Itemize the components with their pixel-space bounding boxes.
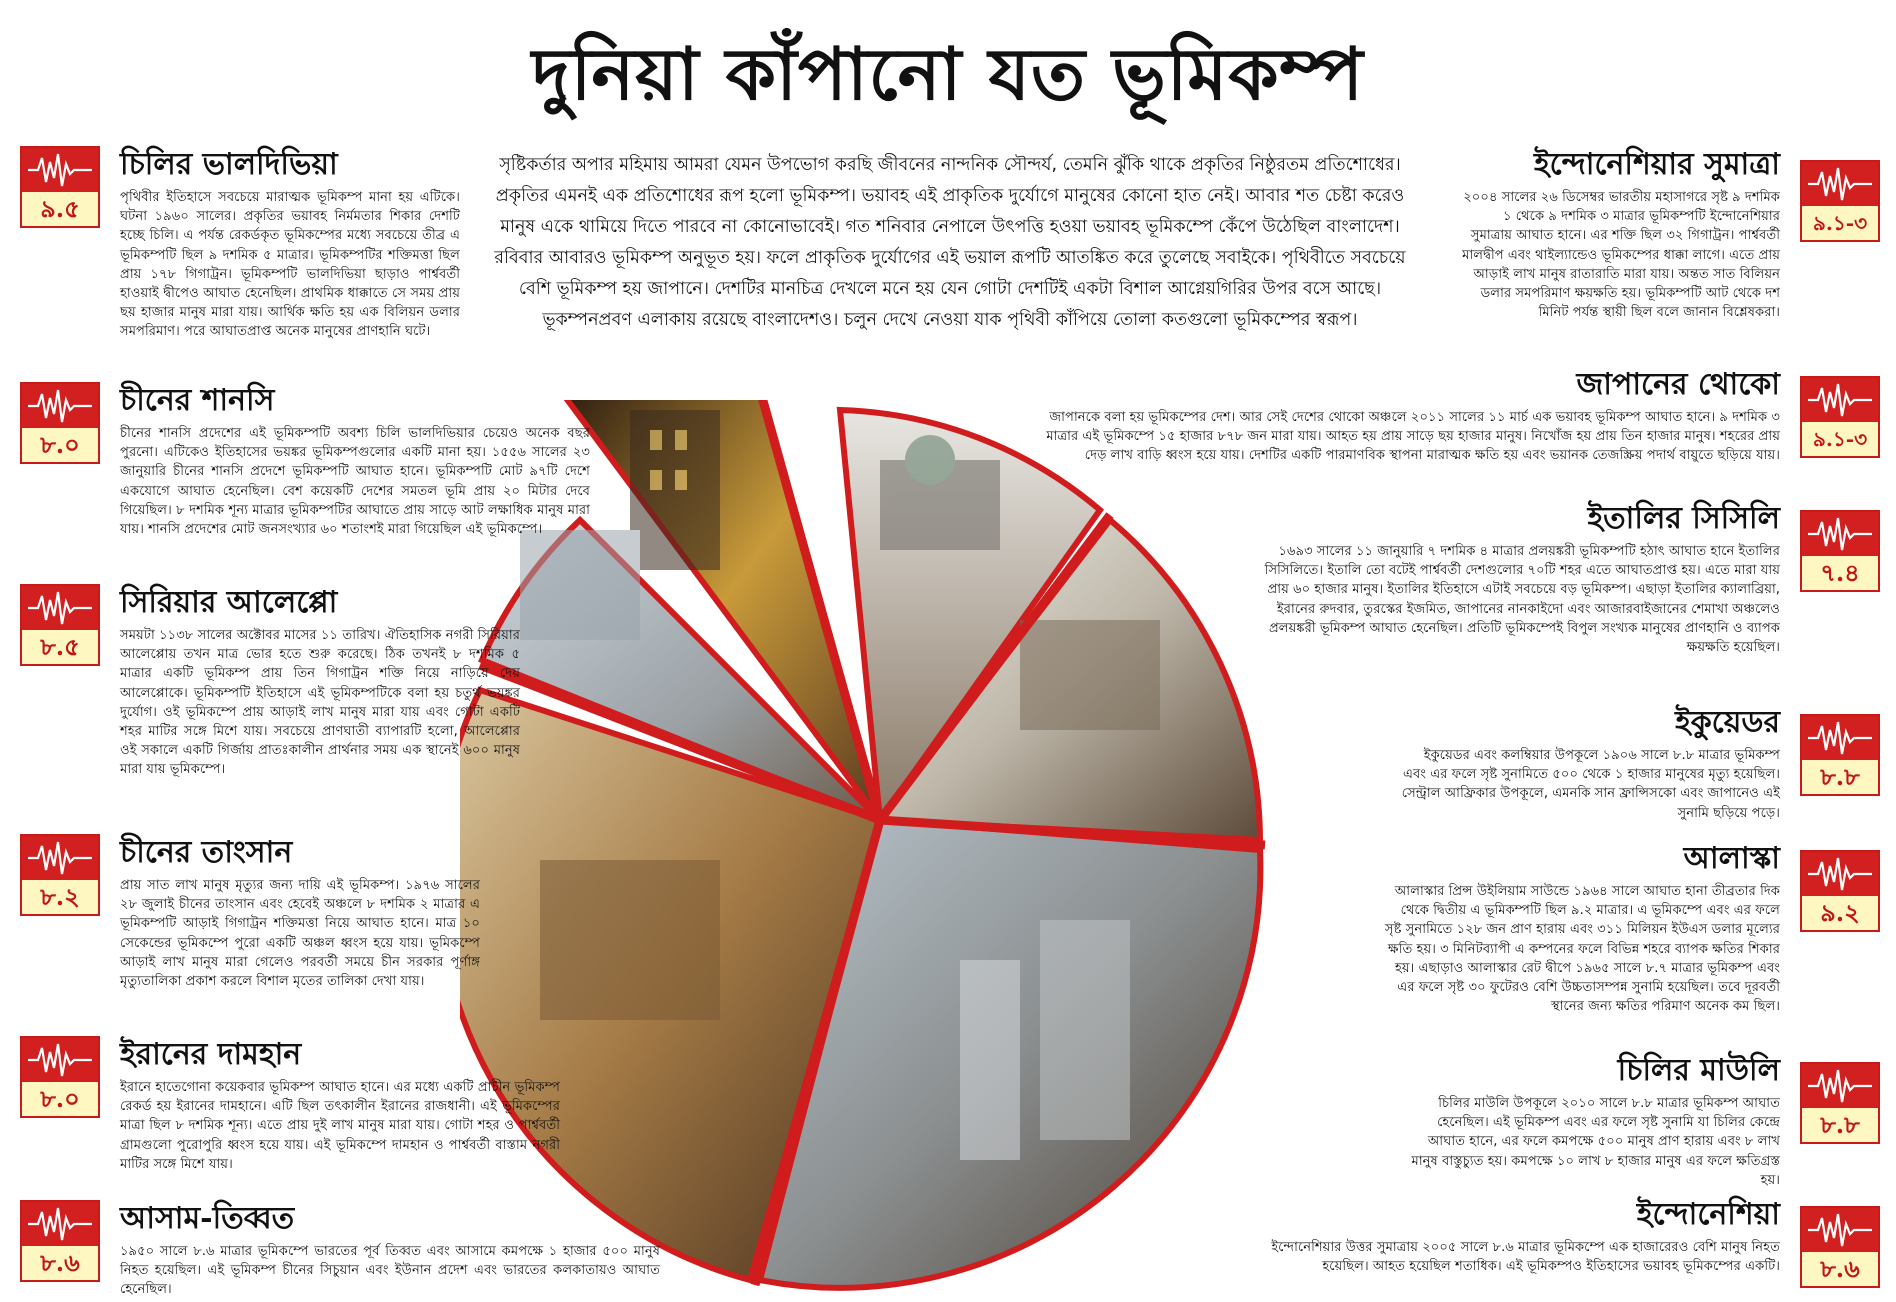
seismograph-icon bbox=[1808, 382, 1872, 418]
seismograph-icon bbox=[28, 840, 92, 876]
card-title: ইন্দোনেশিয়া bbox=[1636, 1197, 1780, 1232]
card-title: জাপানের থোকো bbox=[1576, 367, 1780, 402]
seismograph-icon bbox=[1808, 516, 1872, 552]
magnitude-badge bbox=[1800, 1062, 1880, 1144]
card-text: পৃথিবীর ইতিহাসে সবচেয়ে মারাত্মক ভূমিকম্প মানা হয় এটিকে। ঘটনা ১৯৬০ সালের। প্রকৃতির ভয়াবহ নির্মমতার শিকার দেশটি হচ্ছে চিলি। এ পর্যন্ত রেকর্ডকৃত ভূমিকম্পের মধ্যে সবচেয়ে তীব্র এ ভূমিকম্পটি ছিল ৯ দশমিক ৫ মাত্রার। ভূমিকম্পটির শক্তিমত্তা ছিল প্রায় ১৭৮ গিগাট্রন। ভূমিকম্পটি ভালদিভিয়া ছাড়াও পার্শ্ববর্তী হাওয়াই দ্বীপেও আঘাত হেনেছিল। প্রাথমিক ধাক্কাতে সে সময় প্রায় ছয় হাজার মানুষ মারা যায়। আর্থিক ক্ষতি হয় এক বিলিয়ন ডলার সমপরিমাণ। পরে আঘাতপ্রাপ্ত অনেক মানুষের প্রাণহানি ঘটে। bbox=[120, 190, 460, 340]
magnitude-badge bbox=[1800, 160, 1880, 242]
seismograph-icon bbox=[1808, 1068, 1872, 1104]
card-title: ইকুয়েডর bbox=[1675, 705, 1780, 740]
card-text: ১৬৯৩ সালের ১১ জানুয়ারি ৭ দশমিক ৪ মাত্রার প্রলয়ঙ্করী ভূমিকম্পটি হঠাৎ আঘাত হানে ইতালির সিসিলিতে। ইতালি তো বটেই পার্শ্ববর্তী দেশগুলোর ৭০টি শহর এতে আঘাতপ্রাপ্ত হয়। এতে মারা যায় প্রায় ৬০ হাজার মানুষ। ইতালির ইতিহাসে এটাই সবচেয়ে বড় ভূমিকম্প। এছাড়া ইতালির ক্যালাব্রিয়া, ইরানের রুদবার, তুরস্কের ইজমিত, জাপানের নানকাইদো এবং আজারবাইজানের শেমাখা অঞ্চলেও প্রলয়ঙ্করী ভূমিকম্প আঘাত হেনেছিল। প্রতিটি ভূমিকম্পেই বিপুল সংখ্যক মানুষের প্রাণহানি ও ব্যাপক ক্ষয়ক্ষতি হয়েছিল। bbox=[1264, 544, 1780, 656]
headline: দুনিয়া কাঁপানো যত ভূমিকম্প bbox=[531, 31, 1365, 116]
card-text: ইরানে হাতেগোনা কয়েকবার ভূমিকম্প আঘাত হানে। এর মধ্যে একটি প্রাচীন ভূমিকম্প রেকর্ড হয় ইরানের দামহানে। এটি ছিল তৎকালীন ইরানের রাজধানী। এই ভূমিকম্পের মাত্রা ছিল ৮ দশমিক শূন্য। এতে প্রায় দুই লাখ মানুষ মারা যায়। গোটা শহর ও পার্শ্ববর্তী গ্রামগুলো পুরোপুরি ধ্বংস হয়ে যায়। এই ভূমিকম্পে দামহান ও পার্শ্ববর্তী বাস্তাম নগরী মাটির সঙ্গে মিশে যায়। bbox=[120, 1080, 560, 1172]
seismograph-icon bbox=[1808, 166, 1872, 202]
magnitude-value: ৯.১-৩ bbox=[1802, 206, 1878, 240]
magnitude-badge bbox=[1800, 714, 1880, 796]
card-title: আসাম-তিব্বত bbox=[120, 1201, 295, 1236]
card-alaska bbox=[1380, 840, 1880, 1016]
card-title: ইন্দোনেশিয়ার সুমাত্রা bbox=[1534, 147, 1780, 182]
seismograph-icon bbox=[1808, 856, 1872, 892]
card-indonesia-sumatra bbox=[1460, 146, 1880, 322]
card-text: চীনের শানসি প্রদেশের এই ভূমিকম্পটি অবশ্য চিলি ভালদিভিয়ার চেয়েও অনেক বছর পুরনো। এটিকেও ইতিহাসের ভয়ঙ্কর ভূমিকম্পগুলোর একটি মানা হয়। ১৫৫৬ সালের ২৩ জানুয়ারি চীনের শানসি প্রদেশে ভূমিকম্পটি আঘাত হানে। ভূমিকম্পটি মোট ৯৭টি দেশে একযোগে আঘাত হেনেছিল। বেশ কয়েকটি দেশের সমতল ভূমি প্রায় ২০ মিটার দেবে গিয়েছিল। ৮ দশমিক শূন্য মাত্রার ভূমিকম্পটির আঘাতে প্রায় সাড়ে আট লক্ষাধিক মানুষ মারা যায়। শানসি প্রদেশের মোট জনসংখ্যার ৬০ শতাংশই মারা গিয়েছিল এই ভূমিকম্পে। bbox=[120, 426, 590, 538]
magnitude-value: ৭.৪ bbox=[1802, 556, 1878, 590]
card-text: জাপানকে বলা হয় ভূমিকম্পের দেশ। আর সেই দেশের থোকো অঞ্চলে ২০১১ সালের ১১ মার্চ এক ভয়াবহ ভূমিকম্প আঘাত হানে। ৯ দশমিক ৩ মাত্রার এই ভূমিকম্পে ১৫ হাজার ৮৭৮ জন মারা যায়। আহত হয় প্রায় সাড়ে ছয় হাজার মানুষ। নিখোঁজ হয় প্রায় তিন হাজার মানুষ। শহরের প্রায় দেড় লাখ বাড়ি ধ্বংস হয়ে যায়। দেশটির একটি পারমাণবিক স্থাপনা মারাত্মক ক্ষতি হয় এবং ভয়ানক তেজস্ক্রিয় পদার্থ বায়ুতে ছড়িয়ে যায়। bbox=[1046, 410, 1780, 464]
card-ecuador bbox=[1400, 704, 1880, 823]
magnitude-value: ৯.২ bbox=[1802, 896, 1878, 930]
card-title: ইতালির সিসিলি bbox=[1587, 501, 1780, 536]
intro-paragraph: সৃষ্টিকর্তার অপার মহিমায় আমরা যেমন উপভোগ করছি জীবনের নান্দনিক সৌন্দর্য, তেমনি ঝুঁকি থাকে প্রকৃতির নিষ্ঠুরতম প্রতিশোধের। প্রকৃতির এমনই এক প্রতিশোধের রূপ হলো ভূমিকম্প। ভয়াবহ এই প্রাকৃতিক দুর্যোগে মানুষের কোনো হাত নেই। আবার শত চেষ্টা করেও মানুষ একে থামিয়ে দিতে পারবে না কোনোভাবেই। গত শনিবার নেপালে উৎপত্তি হওয়া ভয়াবহ ভূমিকম্পে কেঁপে উঠেছিল বাংলাদেশ। রবিবার আবারও ভূমিকম্প অনুভূত হয়। ফলে প্রাকৃতিক দুর্যোগের এই ভয়াল রূপটি আতঙ্কিত করে তুলেছে সবাইকে। পৃথিবীতে সবচেয়ে বেশি ভূমিকম্প হয় জাপানে। দেশটির মানচিত্র দেখলে মনে হয় যেন গোটা দেশটিই একটা বিশাল আগ্নেয়গিরির উপর বসে আছে। ভূকম্পনপ্রবণ এলাকায় রয়েছে বাংলাদেশও। চলুন দেখে নেওয়া যাক পৃথিবী কাঁপিয়ে তোলা কতগুলো ভূমিকম্পের স্বরূপ। bbox=[494, 155, 1406, 330]
magnitude-value: ৮.৮ bbox=[1802, 760, 1878, 794]
magnitude-badge bbox=[1800, 376, 1880, 458]
seismograph-icon bbox=[28, 388, 92, 424]
magnitude-badge bbox=[20, 146, 100, 228]
seismograph-icon bbox=[1808, 720, 1872, 756]
magnitude-value: ৮.৬ bbox=[22, 1246, 98, 1280]
magnitude-badge bbox=[20, 1036, 100, 1118]
magnitude-value: ৯.১-৩ bbox=[1802, 422, 1878, 456]
magnitude-value: ৮.৮ bbox=[1802, 1108, 1878, 1142]
magnitude-badge bbox=[20, 584, 100, 666]
card-text: সময়টা ১১৩৮ সালের অক্টোবর মাসের ১১ তারিখ। ঐতিহাসিক নগরী সিরিয়ার আলেপ্পোয় তখন মাত্র ভোর হতে শুরু করেছে। ঠিক তখনই ৮ দশমিক ৫ মাত্রার একটি ভূমিকম্প প্রায় তিন গিগাট্রন শক্তি নিয়ে নাড়িয়ে দেয় আলেপ্পোকে। ভূমিকম্পটি ইতিহাসে এই ভূমিকম্পটিকে বলা হয় চতুর্থ ভয়ঙ্কর দুর্যোগ। ওই ভূমিকম্পে প্রায় আড়াই লাখ মানুষ মারা যায় এবং গোটা একটি শহর মাটির সঙ্গে মিশে যায়। সবচেয়ে প্রাণঘাতী ব্যাপারটি হলো, আলেপ্পোর ওই সকালে একটি গির্জায় প্রাতঃকালীন প্রার্থনার সময় এক স্থানেই ৬০০ মানুষ মারা যায় ভূমিকম্পে। bbox=[120, 628, 520, 778]
magnitude-value: ৮.০ bbox=[22, 1082, 98, 1116]
magnitude-badge bbox=[1800, 1206, 1880, 1288]
card-china-tangshan bbox=[20, 834, 480, 991]
seismograph-icon bbox=[28, 152, 92, 188]
card-title: ইরানের দামহান bbox=[120, 1037, 302, 1072]
magnitude-value: ৮.৬ bbox=[1802, 1252, 1878, 1286]
card-assam-tibet bbox=[20, 1200, 660, 1300]
card-text: ২০০৪ সালের ২৬ ডিসেম্বর ভারতীয় মহাসাগরে সৃষ্ট ৯ দশমিক ১ থেকে ৯ দশমিক ৩ মাত্রার ভূমিকম্পটি ইন্দোনেশিয়ার সুমাত্রায় আঘাত হানে। এর শক্তি ছিল ৩২ গিগাট্রন। পার্শ্ববর্তী মালদ্বীপ এবং থাইল্যান্ডেও ভূমিকম্পের ধাক্কা লাগে। এতে প্রায় আড়াই লাখ মানুষ রাতারাতি মারা যায়। অন্তত সাত বিলিয়ন ডলার সমপরিমাণ ক্ষয়ক্ষতি হয়। ভূমিকম্পটি আট থেকে দশ মিনিট পর্যন্ত স্থায়ী ছিল বলে জানান বিশ্লেষকরা। bbox=[1462, 190, 1780, 321]
photo-wheel bbox=[460, 400, 1380, 1300]
card-chile-valdivia bbox=[20, 146, 560, 342]
card-text: আলাস্কার প্রিন্স উইলিয়াম সাউন্ডে ১৯৬৪ সালে আঘাত হানা তীব্রতার দিক থেকে দ্বিতীয় এ ভূমিকম্পটি ছিল ৯.২ মাত্রার। এ ভূমিকম্পে এবং এর ফলে সৃষ্ট সুনামিতে ১২৮ জন প্রাণ হারায় এবং ৩১১ মিলিয়ন ইউএস ডলার মূল্যের ক্ষতি হয়। ৩ মিনিটব্যাপী এ কম্পনের ফলে বিভিন্ন শহরে ব্যাপক ক্ষতির শিকার হয়। এছাড়াও আলাস্কার রেট দ্বীপে ১৯৬৫ সালে ৮.৭ মাত্রার ভূমিকম্প এবং এর ফলে সৃষ্ট ৩০ ফুটেরও বেশি উচ্চতাসম্পন্ন সুনামি হয়েছিল। তবে দূরবর্তী স্থানের জন্য ক্ষতির পরিমাণ অনেক কম ছিল। bbox=[1384, 884, 1780, 1015]
seismograph-icon bbox=[28, 1206, 92, 1242]
card-text: ইন্দোনেশিয়ার উত্তর সুমাত্রায় ২০০৫ সালে ৮.৬ মাত্রার ভূমিকম্পে এক হাজারেরও বেশি মানুষ নিহত হয়েছিল। আহত হয়েছিল শতাধিক। এই ভূমিকম্পও ইতিহাসের ভয়াবহ ভূমিকম্পের একটি। bbox=[1271, 1240, 1780, 1275]
card-text: ১৯৫০ সালে ৮.৬ মাত্রার ভূমিকম্পে ভারতের পূর্ব তিব্বত এবং আসামে কমপক্ষে ১ হাজার ৫০০ মানুষ নিহত হয়েছিল। এই ভূমিকম্প চীনের সিচুয়ান এবং ইউনান প্রদেশ এবং ভারতের কলকাতায়ও আঘাত হেনেছিল। bbox=[120, 1244, 660, 1298]
magnitude-badge bbox=[20, 382, 100, 464]
magnitude-value: ৯.৫ bbox=[22, 192, 98, 226]
magnitude-badge bbox=[20, 834, 100, 916]
seismograph-icon bbox=[1808, 1212, 1872, 1248]
card-title: চীনের তাংসান bbox=[120, 835, 293, 870]
seismograph-icon bbox=[28, 590, 92, 626]
card-china-shaanxi bbox=[20, 382, 590, 539]
magnitude-badge bbox=[20, 1200, 100, 1282]
card-iran-damghan bbox=[20, 1036, 560, 1174]
seismograph-icon bbox=[28, 1042, 92, 1078]
card-text: প্রায় সাত লাখ মানুষ মৃত্যুর জন্য দায়ি এই ভূমিকম্প। ১৯৭৬ সালের ২৮ জুলাই চীনের তাংসান এবং হেবেই অঞ্চলে ৮ দশমিক ২ মাত্রার এ ভূমিকম্পটি আড়াই গিগাট্রন শক্তিমত্তা নিয়ে আঘাত হানে। মাত্র ১০ সেকেন্ডের ভূমিকম্পে পুরো একটি অঞ্চল ধ্বংস হয়ে যায়। ভূমিকম্পে আড়াই লাখ মানুষ মারা গেলেও পরবর্তী সময়ে চীন সরকার পূর্ণাঙ্গ মৃত্যুতালিকা প্রকাশ করলে বিশাল মৃতের তালিকা দেখা যায়। bbox=[120, 878, 480, 990]
card-text: চিলির মাউলি উপকূলে ২০১০ সালে ৮.৮ মাত্রার ভূমিকম্প আঘাত হেনেছিল। এই ভূমিকম্প এবং এর ফলে সৃষ্ট সুনামি যা চিলির কেন্দ্রে আঘাত হানে, এর ফলে কমপক্ষে ৫০০ মানুষ প্রাণ হারায় এবং ৮ লাখ মানুষ বাস্তুচ্যুত হয়। কমপক্ষে ১০ লাখ ৮ হাজার মানুষ এর ফলে ক্ষতিগ্রস্ত হয়। bbox=[1411, 1096, 1780, 1188]
card-syria-aleppo bbox=[20, 584, 520, 780]
magnitude-value: ৮.০ bbox=[22, 428, 98, 462]
card-title: সিরিয়ার আলেপ্পো bbox=[120, 585, 338, 620]
card-title: চিলির ভালদিভিয়া bbox=[120, 147, 338, 182]
magnitude-badge bbox=[1800, 510, 1880, 592]
card-title: চীনের শানসি bbox=[120, 383, 275, 418]
card-indonesia bbox=[1250, 1196, 1880, 1283]
magnitude-value: ৮.২ bbox=[22, 880, 98, 914]
card-italy-sicily bbox=[1250, 500, 1880, 657]
magnitude-badge bbox=[1800, 850, 1880, 932]
card-title: আলাস্কা bbox=[1683, 841, 1780, 876]
magnitude-value: ৮.৫ bbox=[22, 630, 98, 664]
card-chile-maule bbox=[1400, 1052, 1880, 1190]
card-japan-tohoku bbox=[1040, 366, 1880, 466]
card-text: ইকুয়েডর এবং কলম্বিয়ার উপকূলে ১৯০৬ সালে ৮.৮ মাত্রার ভূমিকম্প এবং এর ফলে সৃষ্ট সুনামিতে ৫০০ থেকে ১ হাজার মানুষের মৃত্যু হয়েছিল। সেন্ট্রাল আফ্রিকার উপকূলে, এমনকি সান ফ্রান্সিসকো এবং জাপানেও এই সুনামি ছড়িয়ে পড়ে। bbox=[1401, 748, 1780, 821]
card-title: চিলির মাউলি bbox=[1617, 1053, 1780, 1088]
